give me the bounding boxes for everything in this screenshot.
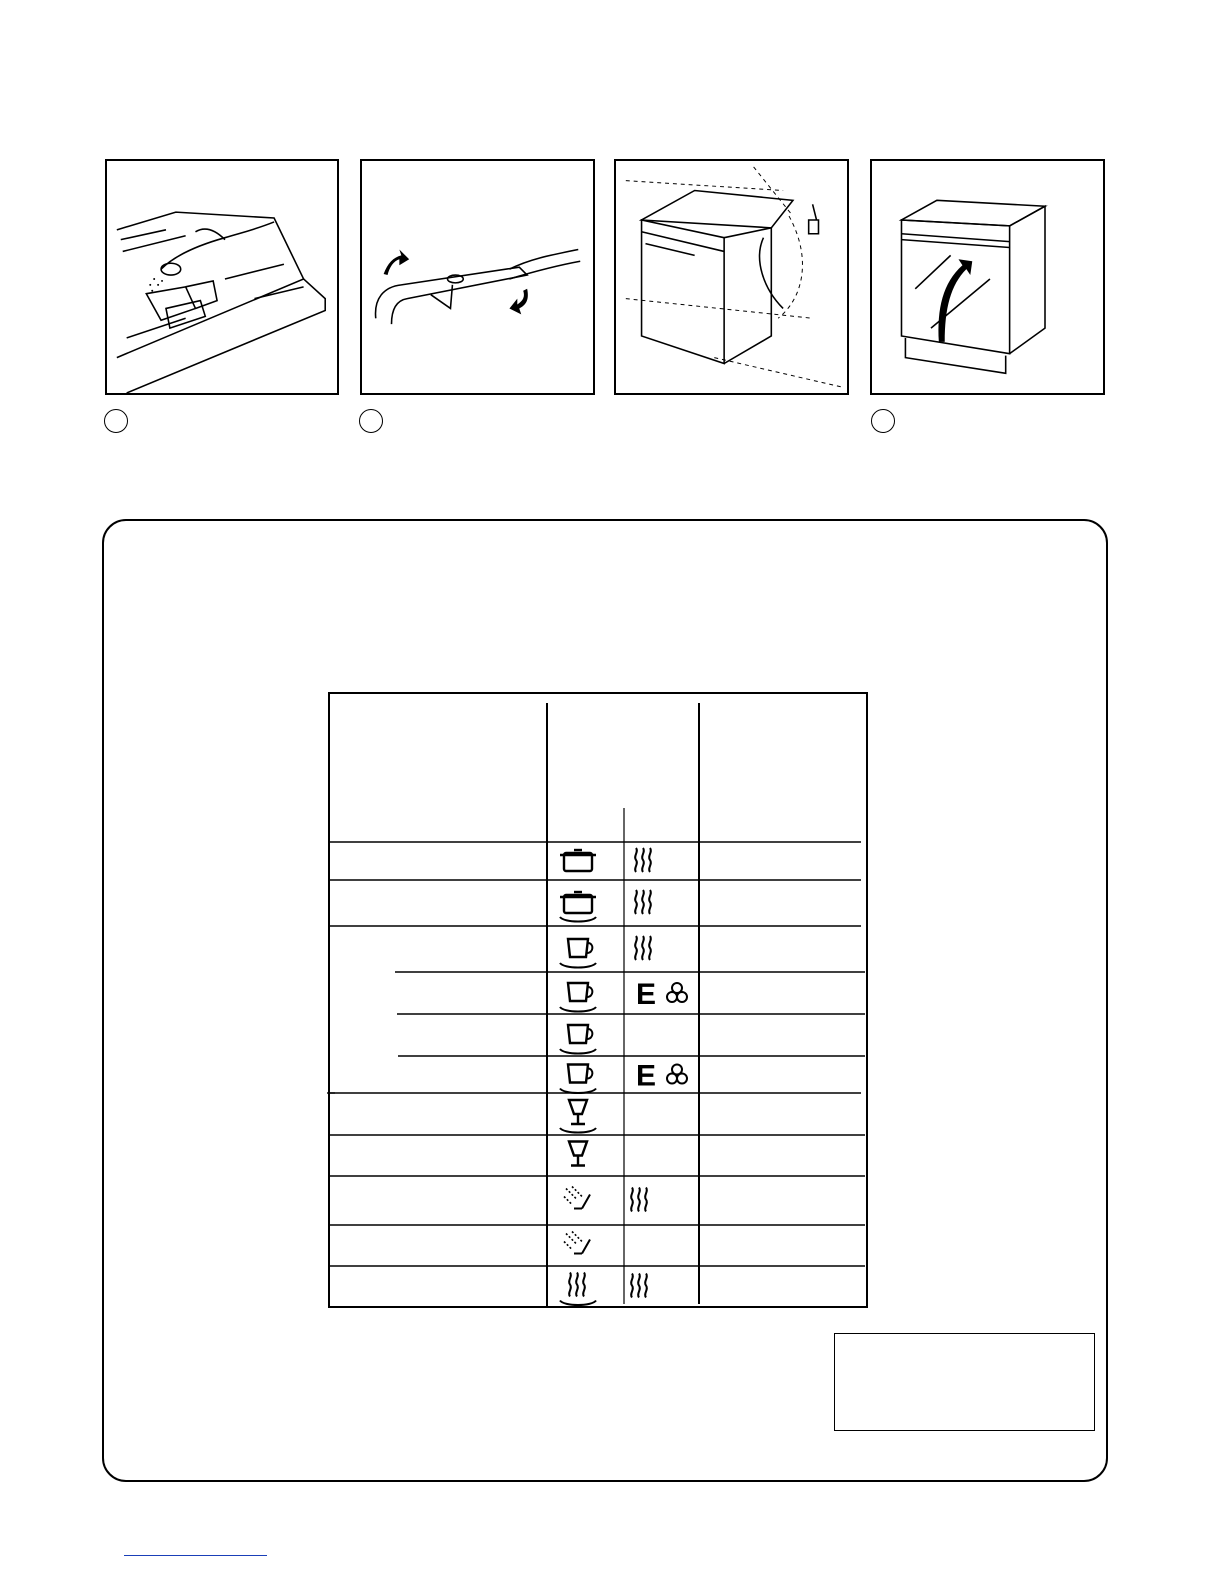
- heat-icon: [635, 848, 651, 872]
- table-row: [564, 1187, 647, 1212]
- heat-icon: [631, 1188, 647, 1212]
- glass-icon: [569, 1142, 587, 1166]
- heat-icon: [631, 1274, 647, 1298]
- table-grid: [329, 693, 867, 1307]
- table-row: [560, 1273, 647, 1306]
- table-row: [569, 1142, 587, 1166]
- footer-link-underline[interactable]: [124, 1555, 267, 1556]
- fan-icon: [667, 983, 687, 1002]
- heat-icon: [635, 936, 651, 960]
- table-row: [560, 1100, 596, 1133]
- plate-warming-icon: [560, 1273, 596, 1306]
- pot-on-plate-icon: [560, 892, 596, 922]
- eco-letter: E: [636, 1059, 657, 1093]
- heat-icon: [635, 890, 651, 914]
- cup-on-plate-icon: [560, 939, 596, 968]
- eco-letter: E: [636, 978, 657, 1011]
- table-rows: [327, 842, 865, 1305]
- pot-icon: [560, 850, 596, 871]
- glass-on-base-icon: [560, 1100, 596, 1133]
- table-row: [560, 1025, 596, 1054]
- table-row: [560, 890, 651, 922]
- rinse-spray-icon: [564, 1232, 590, 1254]
- cup-on-plate-icon: [560, 983, 596, 1012]
- table-row: [564, 1232, 590, 1254]
- fan-icon: [667, 1065, 687, 1084]
- note-box: [834, 1333, 1095, 1431]
- cup-on-plate-icon: [560, 1025, 596, 1054]
- table-row: [560, 936, 651, 968]
- table-row: [560, 848, 651, 872]
- rinse-spray-icon: [564, 1187, 590, 1209]
- cup-on-plate-icon: [560, 1065, 596, 1094]
